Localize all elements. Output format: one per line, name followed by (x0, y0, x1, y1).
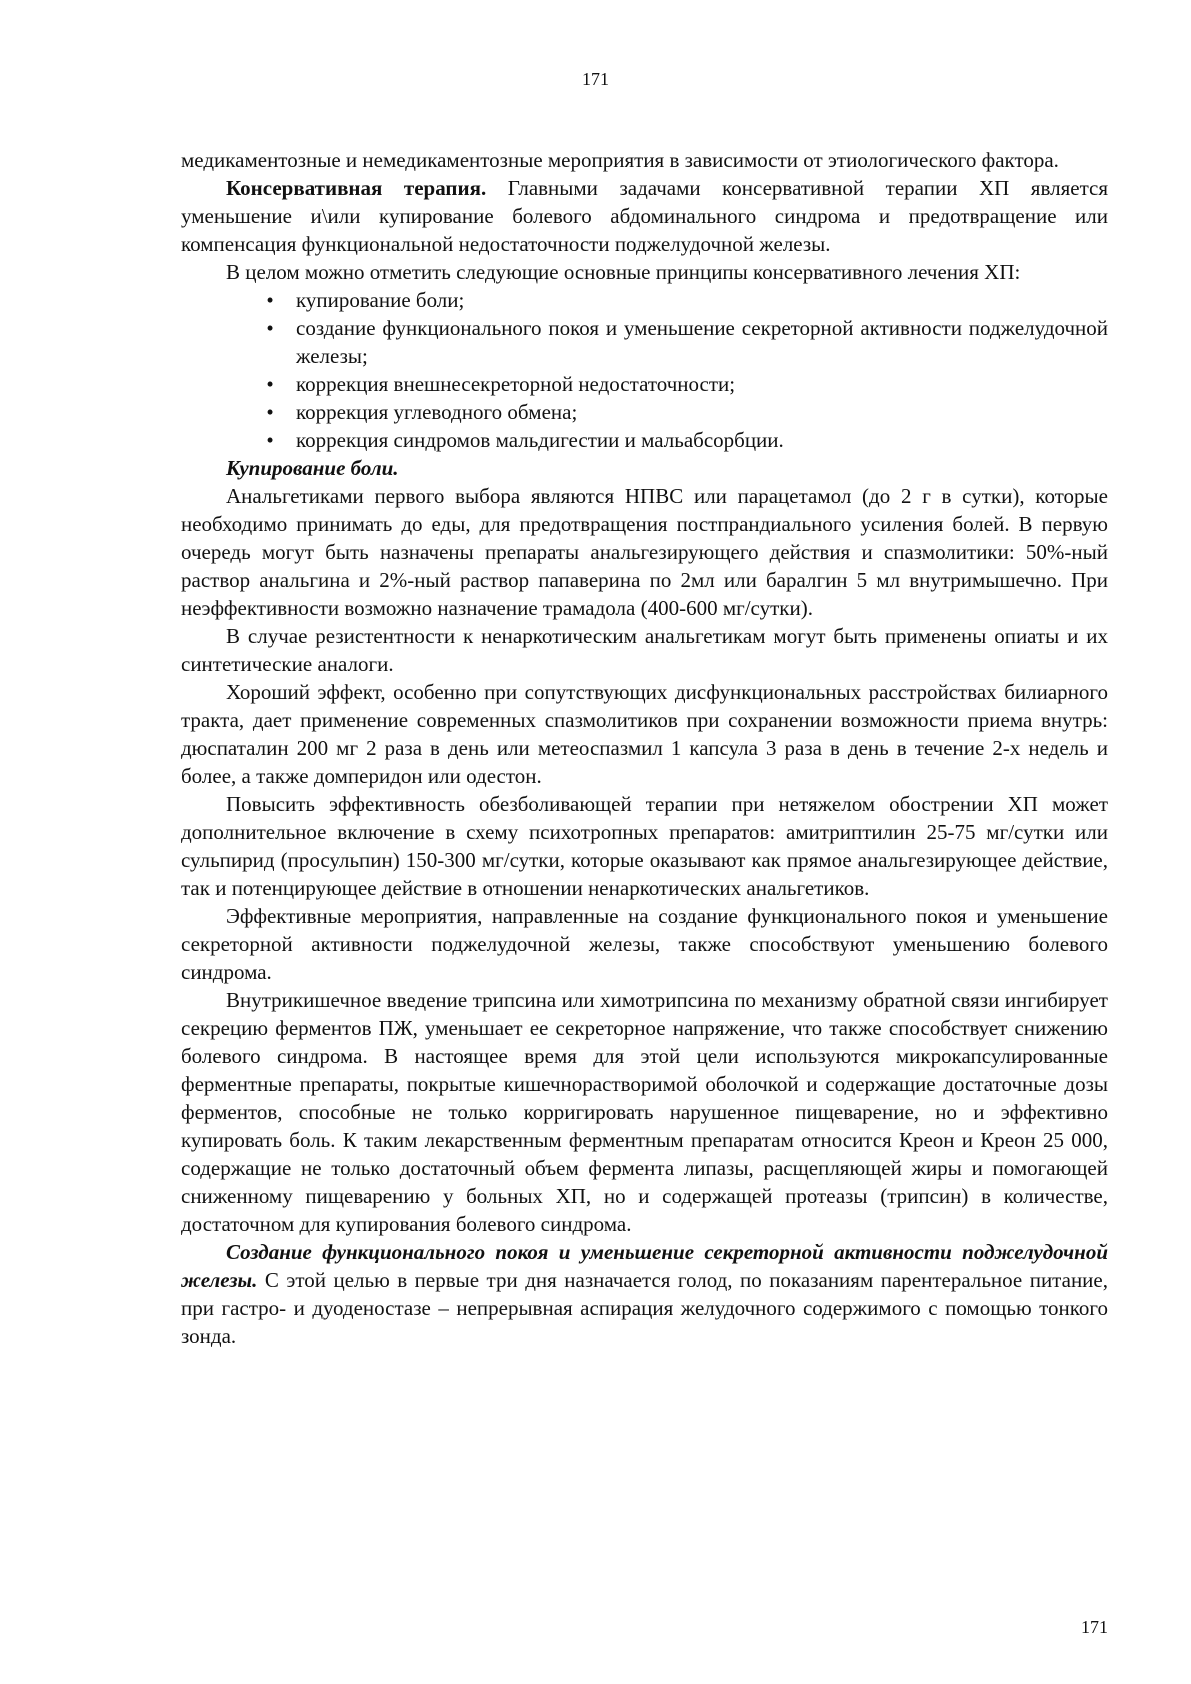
document-body (181, 146, 1108, 1350)
paragraph-spasmolytics: Хороший эффект, особенно при сопутствующих дисфункциональных расстройствах билиарного тракта, дает применение современных спазмолитиков при сохранении возможности приема внутрь: дюспаталин 200 мг 2 раза в день или метеоспазмил 1 капсула 3 раза в день в течение 2-х недель и более, а также домперидон или одестон. (181, 680, 1108, 788)
list-item: • коррекция синдромов мальдигестии и мальабсорбции. (296, 426, 1108, 454)
paragraph-effective-measures: Эффективные мероприятия, направленные на создание функционального покоя и уменьшение секреторной активности поджелудочной железы, также способствуют уменьшению болевого синдрома. (181, 904, 1108, 984)
paragraph-text: Главными задачами консервативной терапии ХП является уменьшение и\или купирование болевого абдоминального синдрома и предотвращение или компенсация функциональной недостаточности поджелудочной железы. (181, 176, 1108, 256)
bullet-icon: • (266, 400, 274, 424)
page-number-top: 171 (582, 69, 609, 89)
paragraph-principles: В целом можно отметить следующие основные принципы консервативного лечения ХП: (226, 260, 1021, 284)
section-heading-functional-rest: Создание функционального покоя и уменьшение секреторной активности поджелудочной железы. (181, 1240, 1108, 1292)
paragraph-analgesics: Анальгетиками первого выбора являются НПВС или парацетамол (до 2 г в сутки), которые необходимо принимать до еды, для предотвращения постпрандиального усиления болей. В первую очередь могут быть назначены препараты анальгезирующего действия и спазмолитики: 50%-ный раствор анальгина и 2%-ный раствор папаверина по 2мл или баралгин 5 мл внутримышечно. При неэффективности возможно назначение трамадола (400-600 мг/сутки). (181, 484, 1108, 620)
list-item: • коррекция углеводного обмена; (296, 398, 1108, 426)
bullet-icon: • (266, 288, 274, 312)
list-item: • коррекция внешнесекреторной недостаточности; (296, 370, 1108, 398)
paragraph-intro: медикаментозные и немедикаментозные мероприятия в зависимости от этиологического фактора. (181, 148, 1059, 172)
page-number-bottom: 171 (1081, 1617, 1108, 1637)
bullet-icon: • (266, 428, 274, 452)
paragraph-psychotropic: Повысить эффективность обезболивающей терапии при нетяжелом обострении ХП может дополнительное включение в схему психотропных препаратов: амитриптилин 25-75 мг/сутки или сульпирид (просульпин) 150-300 мг/сутки, которые оказывают как прямое анальгезирующее действие, так и потенцирующее действие в отношении ненаркотических анальгетиков. (181, 792, 1108, 900)
bullet-icon: • (266, 372, 274, 396)
list-item: • купирование боли; (296, 286, 1108, 314)
section-heading-conservative-therapy: Консервативная терапия. (226, 176, 487, 200)
paragraph-functional-rest (181, 1238, 1108, 1350)
list-item: • создание функционального покоя и уменьшение секреторной активности поджелудочной железы; (296, 314, 1108, 370)
principles-list (181, 286, 1108, 454)
subheading-pain-relief: Купирование боли. (226, 456, 399, 480)
bullet-icon: • (266, 316, 274, 340)
paragraph-resistance: В случае резистентности к ненаркотическим анальгетикам могут быть применены опиаты и их синтетические аналоги. (181, 624, 1108, 676)
paragraph-conservative-therapy (181, 174, 1108, 258)
paragraph-enzymes: Внутрикишечное введение трипсина или химотрипсина по механизму обратной связи ингибирует секрецию ферментов ПЖ, уменьшает ее секреторное напряжение, что также способствует снижению болевого синдрома. В настоящее время для этой цели используются микрокапсулированные ферментные препараты, покрытые кишечнорастворимой оболочкой и содержащие достаточные дозы ферментов, способные не только корригировать нарушенное пищеварение, но и эффективно купировать боль. К таким лекарственным ферментным препаратам относится Креон и Креон 25 000, содержащие не только достаточный объем фермента липазы, расщепляющей жиры и помогающей сниженному пищеварению у больных ХП, но и содержащей протеазы (трипсин) в количестве, достаточном для купирования болевого синдрома. (181, 988, 1108, 1236)
paragraph-text: С этой целью в первые три дня назначается голод, по показаниям парентеральное питание, при гастро- и дуоденостазе – непрерывная аспирация желудочного содержимого с помощью тонкого зонда. (181, 1268, 1108, 1348)
